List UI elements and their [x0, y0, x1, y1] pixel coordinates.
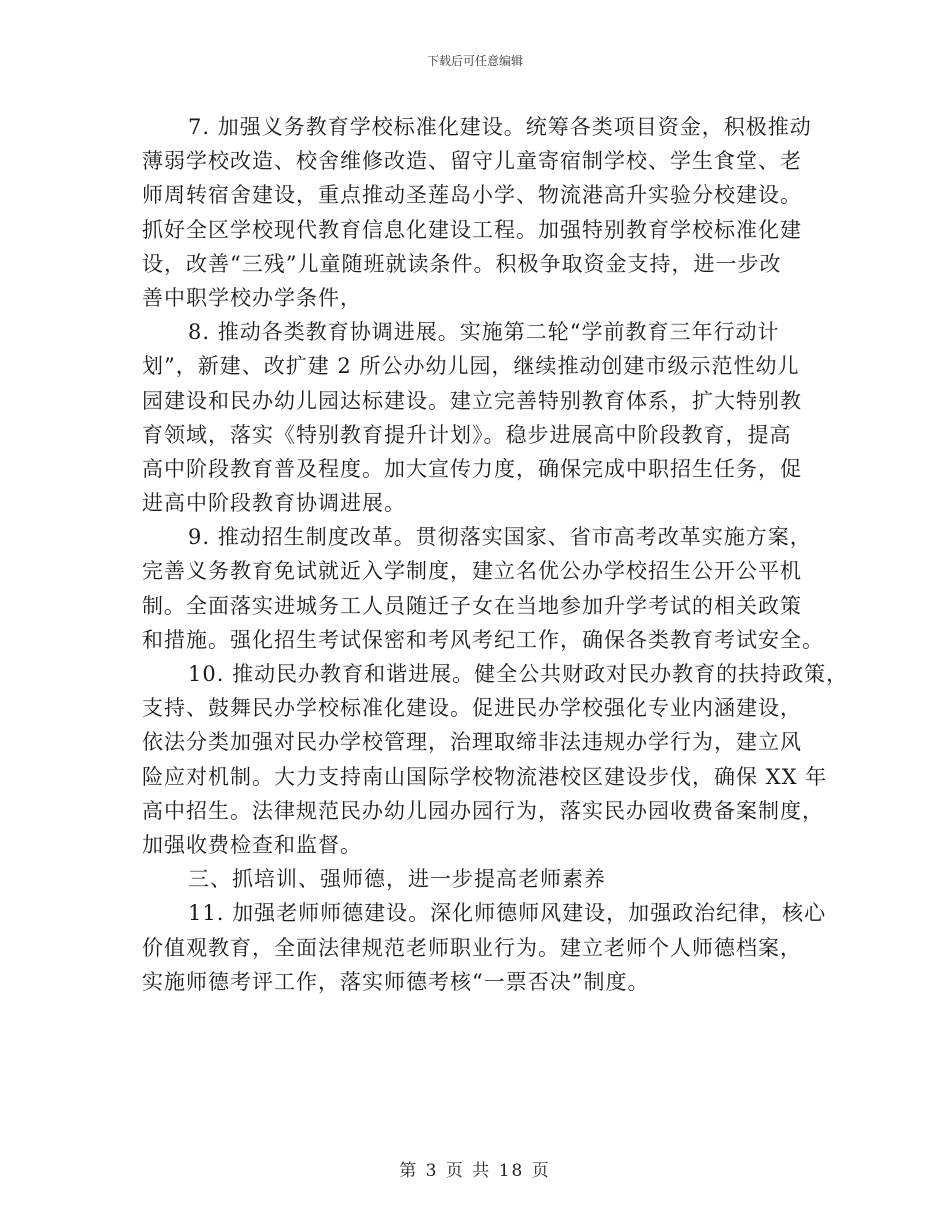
text-line: 制。全面落实进城务工人员随迁子女在当地参加升学考试的相关政策	[142, 593, 802, 618]
text-line: 园建设和民办幼儿园达标建设。建立完善特别教育体系，扩大特别教	[142, 388, 802, 413]
document-body	[142, 110, 849, 999]
text-line: 和措施。强化招生考试保密和考风考纪工作，确保各类教育考试安全。	[142, 627, 824, 652]
text-line: 支持、鼓舞民办学校标准化建设。促进民办学校强化专业内涵建设，	[142, 696, 802, 721]
text-line: 10. 推动民办教育和谐进展。健全公共财政对民办教育的扶持政策，	[188, 662, 849, 686]
text-line: 实施师德考评工作，落实师德考核“一票否决”制度。	[142, 969, 650, 994]
text-line: 进高中阶段教育协调进展。	[142, 491, 406, 516]
page-number: 第 3 页 共 18 页	[399, 1161, 551, 1181]
text-line: 完善义务教育免试就近入学制度，建立名优公办学校招生公开公平机	[142, 559, 802, 584]
text-line: 设，改善“三残”儿童随班就读条件。积极争取资金支持，进一步改	[142, 251, 782, 276]
text-line: 抓好全区学校现代教育信息化建设工程。加强特别教育学校标准化建	[142, 217, 802, 242]
text-line: 高中阶段教育普及程度。加大宣传力度，确保完成中职招生任务，促	[142, 456, 802, 481]
page-header: 下载后可任意编辑	[426, 54, 523, 68]
text-line: 9. 推动招生制度改革。贯彻落实国家、省市高考改革实施方案，	[188, 525, 812, 550]
text-line: 11. 加强老师师德建设。深化师德师风建设，加强政治纪律，核心	[188, 901, 827, 926]
text-line: 险应对机制。大力支持南山国际学校物流港校区建设步伐，确保 XX 年	[142, 764, 828, 789]
text-line: 加强收费检查和监督。	[142, 832, 362, 857]
section-heading: 三、抓培训、强师德，进一步提高老师素养	[188, 867, 606, 892]
text-line: 划”，新建、改扩建 2 所公办幼儿园，继续推动创建市级示范性幼儿	[142, 354, 800, 379]
text-line: 师周转宿舍建设，重点推动圣莲岛小学、物流港高升实验分校建设。	[142, 183, 802, 208]
text-line: 善中职学校办学条件，	[142, 285, 362, 310]
text-line: 8. 推动各类教育协调进展。实施第二轮“学前教育三年行动计	[188, 320, 780, 345]
text-line: 薄弱学校改造、校舍维修改造、留守儿童寄宿制学校、学生食堂、老	[142, 149, 802, 174]
text-line: 价值观教育，全面法律规范老师职业行为。建立老师个人师德档案，	[142, 935, 802, 960]
text-line: 育领域，落实《特别教育提升计划》。稳步进展高中阶段教育，提高	[142, 422, 792, 447]
text-line: 依法分类加强对民办学校管理，治理取缔非法违规办学行为，建立风	[142, 730, 802, 755]
text-line: 高中招生。法律规范民办幼儿园办园行为，落实民办园收费备案制度，	[142, 798, 824, 823]
text-line: 7. 加强义务教育学校标准化建设。统筹各类项目资金，积极推动	[188, 115, 812, 139]
